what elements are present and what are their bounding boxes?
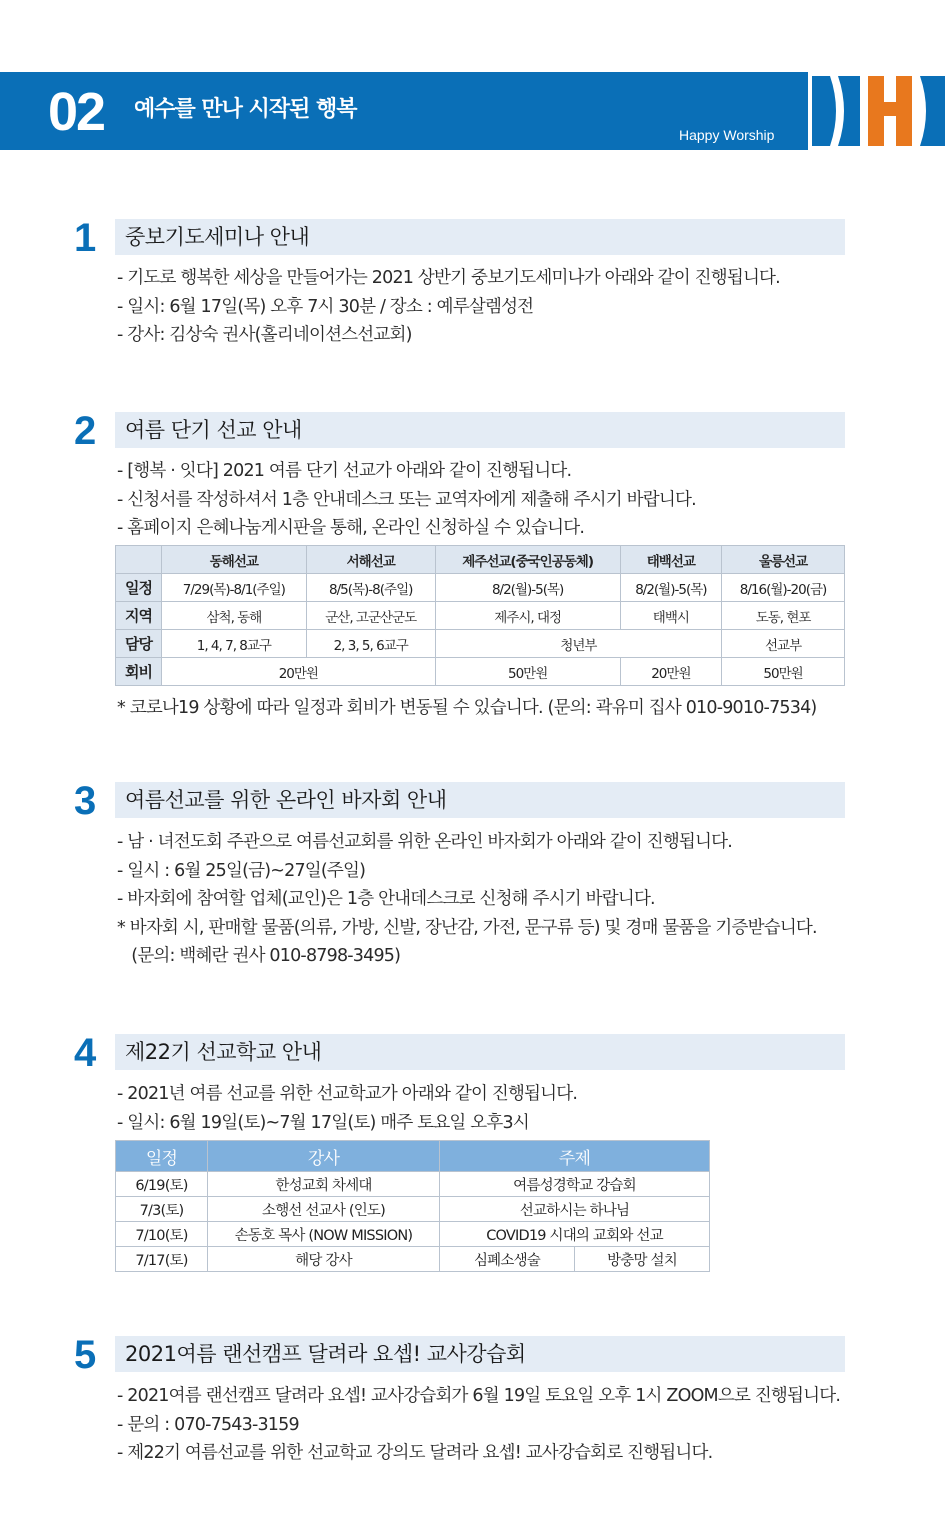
table-cell: 20만원 [620, 658, 722, 686]
table-cell: 8/5(목)-8(주일) [306, 574, 435, 602]
table-cell: 50만원 [722, 658, 845, 686]
section-5-line: - 2021여름 랜선캠프 달려라 요셉! 교사강습회가 6월 19일 토요일 오후 1시 ZOOM으로 진행됩니다. [117, 1386, 841, 1406]
table-cell: 8/16(월)-20(금) [722, 574, 845, 602]
row-label: 회비 [116, 658, 162, 686]
section-2-note-wrap [117, 694, 816, 723]
table-cell: 2, 3, 5, 6교구 [306, 630, 435, 658]
table-cell: 심폐소생술 [440, 1247, 575, 1272]
section-4-body [117, 1080, 577, 1137]
section-3-line: - 바자회에 참여할 업체(교인)은 1층 안내데스크로 신청해 주시기 바랍니다. [117, 889, 655, 909]
chapter-title: 예수를 만나 시작된 행복 [134, 97, 357, 122]
table-cell: 8/2(월)-5(목) [435, 574, 620, 602]
table-cell: 한성교회 차세대 [208, 1172, 440, 1197]
table-header-row [116, 1141, 710, 1172]
section-3-body [117, 828, 817, 971]
section-3-title: 여름선교를 위한 온라인 바자회 안내 [125, 788, 447, 812]
table-cell: 방충망 설치 [575, 1247, 710, 1272]
table-cell: 선교부 [722, 630, 845, 658]
table-header-cell: 주제 [440, 1141, 710, 1172]
table-cell: 7/10(토) [116, 1222, 208, 1247]
school-table [115, 1140, 710, 1272]
table-row [116, 574, 845, 602]
table-cell: 청년부 [435, 630, 721, 658]
table-row [116, 1197, 710, 1222]
section-5-body [117, 1382, 840, 1468]
table-cell: 태백시 [620, 602, 722, 630]
table-header-row [116, 546, 845, 574]
table-cell: 선교하시는 하나님 [440, 1197, 710, 1222]
section-5-title: 2021여름 랜선캠프 달려라 요셉! 교사강습회 [125, 1342, 526, 1366]
table-header-cell: 울릉선교 [722, 546, 845, 574]
section-3-line: - 일시 : 6월 25일(금)~27일(주일) [117, 860, 366, 881]
table-cell: 삼척, 동해 [162, 602, 307, 630]
section-1-number: 1 [74, 216, 97, 260]
table-cell: 50만원 [435, 658, 620, 686]
section-2-note: * 코로나19 상황에 따라 일정과 회비가 변동될 수 있습니다. (문의: 곽유미 집사 010-9010-7534) [117, 698, 817, 718]
row-label: 일정 [116, 574, 162, 602]
section-1-line: - 일시: 6월 17일(목) 오후 7시 30분 / 장소 : 예루살렘성전 [117, 296, 534, 317]
section-4-line: - 2021년 여름 선교를 위한 선교학교가 아래와 같이 진행됩니다. [117, 1084, 578, 1104]
section-2-title: 여름 단기 선교 안내 [125, 418, 302, 442]
table-cell: 해당 강사 [208, 1247, 440, 1272]
table-row [116, 630, 845, 658]
table-cell: 7/3(토) [116, 1197, 208, 1222]
table-row [116, 1247, 710, 1272]
section-2-line: - 홈페이지 은혜나눔게시판을 통해, 온라인 신청하실 수 있습니다. [117, 518, 585, 538]
table-header-cell: 강사 [208, 1141, 440, 1172]
section-5-line: - 문의 : 070-7543-3159 [117, 1414, 299, 1435]
section-3-number: 3 [74, 779, 97, 823]
section-3-line: (문의: 백혜란 권사 010-8798-3495) [117, 946, 401, 966]
table-header-cell: 태백선교 [620, 546, 722, 574]
table-cell: 20만원 [162, 658, 436, 686]
row-label: 담당 [116, 630, 162, 658]
mission-table [115, 545, 845, 686]
section-4-title-bar [115, 1034, 845, 1070]
table-cell: 7/17(토) [116, 1247, 208, 1272]
table-header-cell: 제주선교(중국인공동체) [435, 546, 620, 574]
section-4-title: 제22기 선교학교 안내 [125, 1040, 322, 1064]
section-3-title-bar [115, 782, 845, 818]
table-cell: 군산, 고군산군도 [306, 602, 435, 630]
section-5-line: - 제22기 여름선교를 위한 선교학교 강의도 달려라 요셉! 교사강습회로 진행됩니다. [117, 1443, 713, 1463]
section-2-line: - [행복 · 잇다] 2021 여름 단기 선교가 아래와 같이 진행됩니다. [117, 461, 572, 481]
section-1-title-bar [115, 219, 845, 255]
table-corner-cell [116, 546, 162, 574]
table-cell: 도동, 현포 [722, 602, 845, 630]
section-1-line: - 기도로 행복한 세상을 만들어가는 2021 상반기 중보기도세미나가 아래와 같이 진행됩니다. [117, 268, 780, 288]
section-4-number: 4 [74, 1031, 97, 1075]
table-row [116, 1222, 710, 1247]
chapter-number: 02 [48, 82, 105, 142]
section-3-line: * 바자회 시, 판매할 물품(의류, 가방, 신발, 장난감, 가전, 문구류 등) 및 경매 물품을 기증받습니다. [117, 917, 817, 938]
table-cell: COVID19 시대의 교회와 선교 [440, 1222, 710, 1247]
section-1-line: - 강사: 김상숙 권사(홀리네이션스선교회) [117, 325, 412, 345]
section-1-body [117, 264, 780, 350]
table-header-cell: 서해선교 [306, 546, 435, 574]
section-4-line: - 일시: 6월 19일(토)~7월 17일(토) 매주 토요일 오후3시 [117, 1112, 529, 1133]
section-2-line: - 신청서를 작성하셔서 1층 안내데스크 또는 교역자에게 제출해 주시기 바랍니다. [117, 489, 696, 510]
table-cell: 손동호 목사 (NOW MISSION) [208, 1222, 440, 1247]
chapter-subtitle: Happy Worship [679, 127, 775, 143]
table-header-cell: 동해선교 [162, 546, 307, 574]
section-2-body [117, 457, 696, 543]
table-header-cell: 일정 [116, 1141, 208, 1172]
table-cell: 1, 4, 7, 8교구 [162, 630, 307, 658]
happy-worship-logo-icon [808, 72, 945, 150]
table-row [116, 602, 845, 630]
table-row [116, 658, 845, 686]
section-2-number: 2 [74, 409, 97, 453]
table-cell: 여름성경학교 강습회 [440, 1172, 710, 1197]
section-1-title: 중보기도세미나 안내 [125, 225, 310, 249]
table-cell: 8/2(월)-5(목) [620, 574, 722, 602]
table-cell: 6/19(토) [116, 1172, 208, 1197]
section-5-number: 5 [74, 1333, 97, 1377]
table-row [116, 1172, 710, 1197]
table-cell: 제주시, 대정 [435, 602, 620, 630]
table-cell: 소행선 선교사 (인도) [208, 1197, 440, 1222]
row-label: 지역 [116, 602, 162, 630]
section-3-line: - 남 · 녀전도회 주관으로 여름선교회를 위한 온라인 바자회가 아래와 같이 진행됩니다. [117, 832, 732, 852]
table-cell: 7/29(목)-8/1(주일) [162, 574, 307, 602]
section-5-title-bar [115, 1336, 845, 1372]
section-2-title-bar [115, 412, 845, 448]
